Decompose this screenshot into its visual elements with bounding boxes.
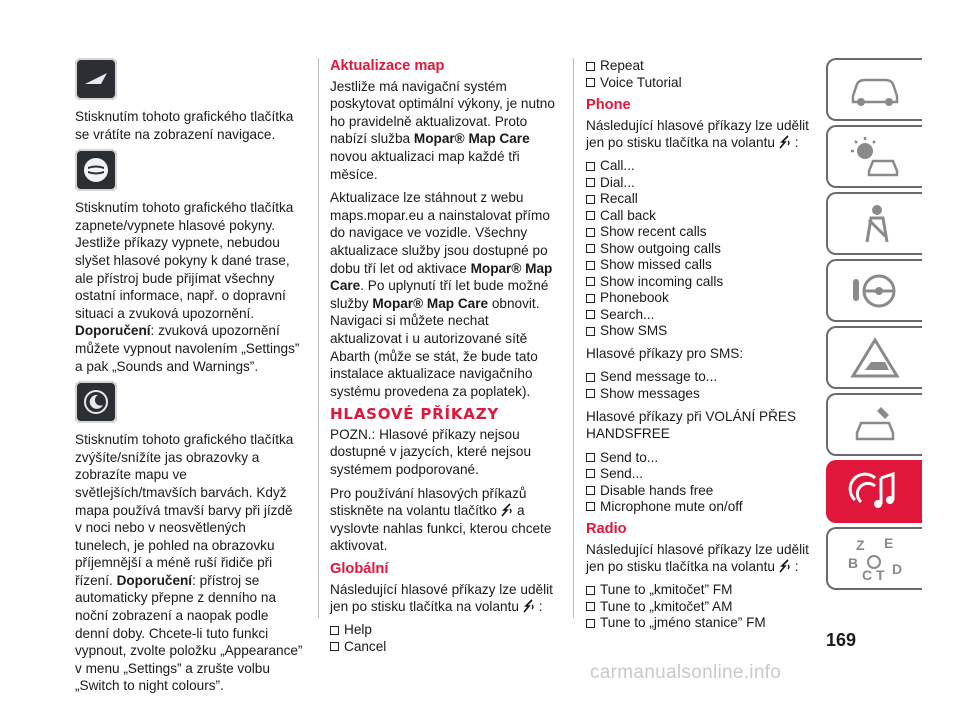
index-letter: C: [862, 566, 873, 583]
column-divider: [318, 58, 319, 618]
section-tabs: [826, 58, 922, 594]
list-item: Cancel: [330, 638, 564, 655]
index-letter: D: [892, 560, 903, 577]
wrench-car-icon: [845, 403, 905, 447]
checkbox-icon: [586, 486, 595, 495]
sun-car-icon: [845, 135, 905, 179]
heading-phone: Phone: [586, 97, 631, 113]
column-divider: [573, 58, 574, 618]
voice-command-icon: [521, 598, 537, 614]
back-to-navigation-text: Stisknutím tohoto grafického tlačítka se vrátíte na zobrazení navigace.: [75, 109, 294, 142]
list-item: Call...: [586, 158, 818, 175]
checkbox-icon: [586, 389, 595, 398]
alphabet-index-icon: [840, 534, 910, 584]
phone-text: Následující hlasové příkazy lze udělit jen po stisku tlačítka na volantu :: [586, 117, 809, 151]
handsfree-heading-text: Hlasové příkazy při VOLÁNÍ PŘES HANDSFREE: [586, 408, 797, 442]
index-letter: B: [848, 554, 859, 571]
global-command-list-continued: [586, 58, 818, 91]
map-update-text-2: Aktualizace lze stáhnout z webu maps.mopar.eu a nainstalovat přímo do navigace ve vozidle. Všechny aktualizace služby jsou dostupné po dobu tří let od aktivace Mopar® Map Care. Po uplynutí tří let bude možné služby Mopar® Map Care obnovit. Navigaci si můžete nechat aktualizovat i u autorizované sítě Abarth (může se stát, že bude tato instalace aktualizace navigačního systému provedena za poplatek).: [330, 190, 553, 399]
list-item: Send message to...: [586, 369, 818, 386]
voice-guidance-text: Stisknutím tohoto grafického tlačítka zapnete/vypnete hlasové pokyny. Jestliže příkazy vypnete, nebudou slyšet hlasové pokyny k dané trase, ale přístroj bude přijímat všechny ostatní informace, např. o dopravní situaci a zvuková upozornění. Doporučení: zvuková upozornění můžete vypnout navolením „Settings” a pak „Sounds and Warnings”.: [75, 200, 300, 374]
checkbox-icon: [586, 228, 595, 237]
list-item: Show SMS: [586, 323, 818, 340]
checkbox-icon: [586, 619, 595, 628]
tab-lights-climate[interactable]: [826, 125, 922, 188]
map-update-text-1: Jestliže má navigační systém poskytovat optimální výkony, je nutno ho pravidelně aktualizovat. Proto nabízí služba Mopar® Map Care novou aktualizaci map každé tři měsíce.: [330, 78, 555, 182]
tab-index[interactable]: [826, 527, 922, 590]
list-item: Call back: [586, 207, 818, 224]
checkbox-icon: [586, 162, 595, 171]
page-number: 169: [826, 630, 857, 650]
night-mode-icon: [75, 381, 117, 423]
checkbox-icon: [586, 294, 595, 303]
voice-command-icon: [777, 134, 793, 150]
handsfree-command-list: [586, 449, 818, 515]
list-item: Send to...: [586, 449, 818, 466]
list-item: Show messages: [586, 385, 818, 402]
column-3: [586, 58, 818, 637]
checkbox-icon: [586, 310, 595, 319]
sms-command-list: [586, 369, 818, 402]
checkbox-icon: [586, 453, 595, 462]
list-item: Show outgoing calls: [586, 240, 818, 257]
watermark: carmanualsonline.info: [590, 662, 782, 683]
tab-dashboard[interactable]: [826, 58, 922, 121]
checkbox-icon: [586, 261, 595, 270]
list-item: Show incoming calls: [586, 273, 818, 290]
night-mode-text: Stisknutím tohoto grafického tlačítka zvýšíte/snížíte jas obrazovky a zobrazíte mapu ve světlejších/tmavších barvách. Když mapa používá tmavší barvy při jízdě v noci nebo v neosvětlených tunelech, je pohled na obrazovku příjemnější a méně ruší řidiče při řízení. Doporučení: přístroj se automaticky přepne z denního na noční zobrazení a naopak podle denní doby. Chcete-li tuto funkci vypnout, zvolte položku „Appearance” v menu „Settings” a zrušte volbu „Switch to night colours”.: [75, 432, 303, 694]
tab-multimedia[interactable]: [826, 460, 922, 523]
list-item: Show recent calls: [586, 224, 818, 241]
phone-command-list: [586, 158, 818, 340]
music-note-icon: [845, 470, 905, 514]
list-item: Help: [330, 622, 564, 639]
list-item: Send...: [586, 466, 818, 483]
tab-starting-driving[interactable]: [826, 259, 922, 322]
checkbox-icon: [586, 602, 595, 611]
radio-text: Následující hlasové příkazy lze udělit jen po stisku tlačítka na volantu :: [586, 541, 809, 575]
list-item: Tune to „kmitočet” FM: [586, 582, 818, 599]
list-item: Disable hands free: [586, 482, 818, 499]
list-item: Repeat: [586, 58, 818, 75]
checkbox-icon: [586, 78, 595, 87]
list-item: Microphone mute on/off: [586, 499, 818, 516]
checkbox-icon: [586, 62, 595, 71]
voice-note-text: POZN.: Hlasové příkazy nejsou dostupné v jazycích, které nejsou systémem podporované.: [330, 426, 531, 478]
voice-command-icon: [499, 502, 515, 518]
checkbox-icon: [330, 642, 339, 651]
checkbox-icon: [586, 211, 595, 220]
voice-guidance-icon: [75, 149, 117, 191]
index-letter: T: [876, 566, 885, 583]
checkbox-icon: [586, 373, 595, 382]
list-item: Show missed calls: [586, 257, 818, 274]
sms-heading-text: Hlasové příkazy pro SMS:: [586, 346, 744, 362]
voice-command-icon: [777, 558, 793, 574]
back-to-navigation-icon: [75, 58, 117, 100]
list-item: Phonebook: [586, 290, 818, 307]
steering-wheel-icon: [845, 269, 905, 313]
index-letter: Z: [856, 536, 865, 553]
checkbox-icon: [586, 195, 595, 204]
list-item: Tune to „jméno stanice” FM: [586, 615, 818, 632]
list-item: Tune to „kmitočet” AM: [586, 598, 818, 615]
checkbox-icon: [586, 327, 595, 336]
list-item: Dial...: [586, 174, 818, 191]
heading-voice-commands: HLASOVÉ PŘÍKAZY: [330, 405, 500, 424]
list-item: Recall: [586, 191, 818, 208]
radio-command-list: [586, 582, 818, 632]
heading-map-update: Aktualizace map: [330, 58, 445, 74]
checkbox-icon: [586, 469, 595, 478]
tab-safety[interactable]: [826, 192, 922, 255]
list-item: Voice Tutorial: [586, 75, 818, 92]
global-command-list: [330, 622, 564, 655]
tab-emergency[interactable]: [826, 326, 922, 389]
checkbox-icon: [586, 277, 595, 286]
heading-global: Globální: [330, 561, 389, 578]
checkbox-icon: [330, 626, 339, 635]
warning-triangle-icon: [845, 336, 905, 380]
checkbox-icon: [586, 178, 595, 187]
car-icon: [845, 70, 905, 110]
checkbox-icon: [586, 502, 595, 511]
index-letter: E: [884, 534, 894, 551]
global-text: Následující hlasové příkazy lze udělit jen po stisku tlačítka na volantu :: [330, 581, 553, 615]
list-item: Search...: [586, 306, 818, 323]
checkbox-icon: [586, 586, 595, 595]
column-2: [330, 58, 564, 661]
voice-usage-text: Pro používání hlasových příkazů stiskněte na volantu tlačítko a vyslovte nahlas funkci, kterou chcete aktivovat.: [330, 485, 552, 554]
seatbelt-icon: [845, 202, 905, 246]
checkbox-icon: [586, 244, 595, 253]
column-1: [75, 58, 303, 701]
heading-radio: Radio: [586, 521, 627, 538]
tab-maintenance[interactable]: [826, 393, 922, 456]
